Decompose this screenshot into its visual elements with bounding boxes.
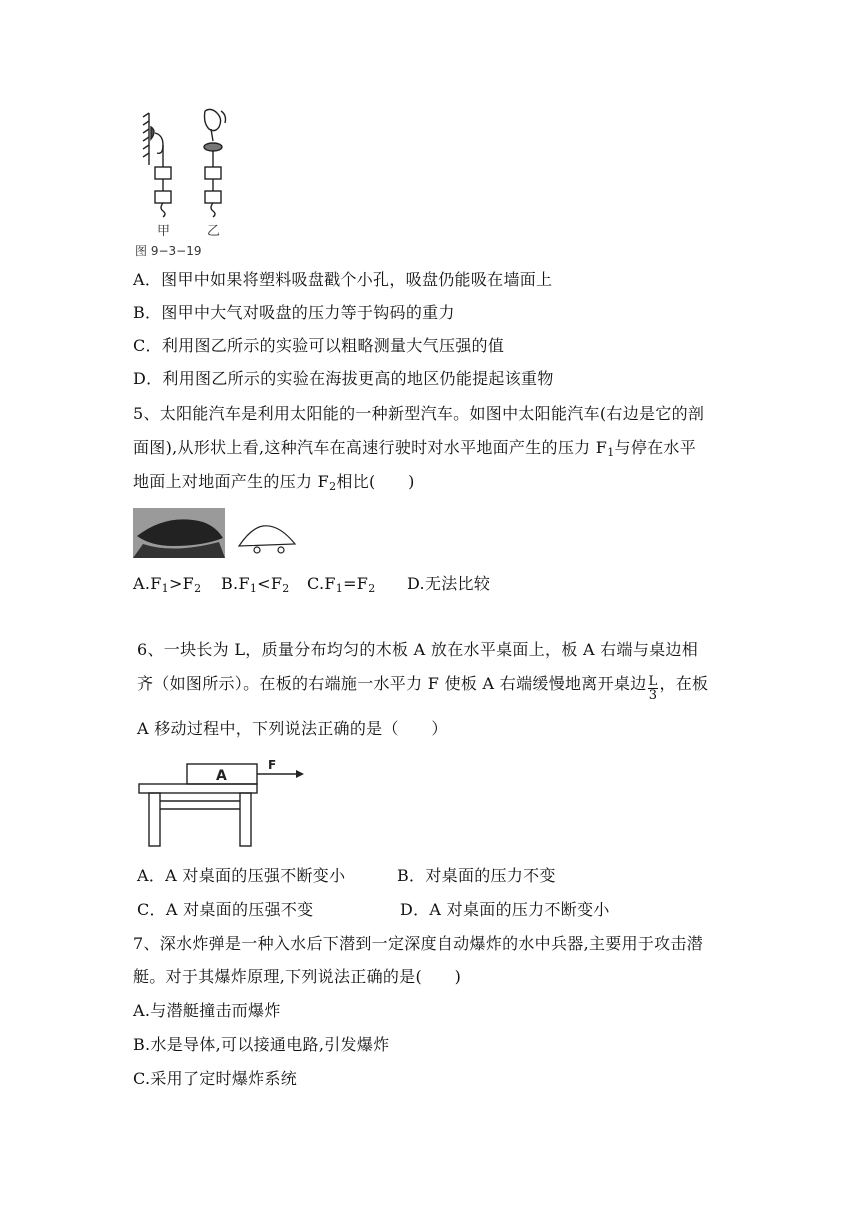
q6-stem-line2: 齐（如图所示）。在板的右端施一水平力 F 使板 A 右端缓慢地离开桌边 $\frac{L}{3}$ ，在板 bbox=[137, 674, 709, 703]
q5-stem-line1: 5、太阳能汽车是利用太阳能的一种新型汽车。如图中太阳能汽车(右边是它的剖 bbox=[133, 404, 705, 423]
q4-option-c: C．利用图乙所示的实验可以粗略测量大气压强的值 bbox=[133, 336, 505, 355]
table-board-figure bbox=[136, 757, 306, 849]
solar-car-figure bbox=[133, 508, 303, 560]
q5-stem-line3: 地面上对地面产生的压力 $F_2$相比( ) bbox=[133, 472, 415, 493]
q7-stem-line2: 艇。对于其爆炸原理,下列说法正确的是( ) bbox=[133, 967, 462, 986]
q7-option-c: C.采用了定时爆炸系统 bbox=[133, 1069, 298, 1088]
board-label-a: A bbox=[216, 768, 227, 784]
q5-option-c: $C.F_1=F_2$ bbox=[307, 574, 376, 595]
q4-option-a: A．图甲中如果将塑料吸盘戳个小孔，吸盘仍能吸在墙面上 bbox=[133, 270, 553, 289]
figure-label-yi: 乙 bbox=[207, 224, 221, 239]
figure-jia-apparatus bbox=[143, 113, 171, 217]
q4-option-d: D．利用图乙所示的实验在海拔更高的地区仍能提起该重物 bbox=[133, 369, 554, 388]
fraction-l-over-3: $\frac{L}{3}$ bbox=[648, 674, 658, 703]
figure-label-jia: 甲 bbox=[157, 224, 171, 239]
q7-stem-line1: 7、深水炸弹是一种入水后下潜到一定深度自动爆炸的水中兵器,主要用于攻击潜 bbox=[133, 934, 704, 953]
q7-option-a: A.与潜艇撞击而爆炸 bbox=[133, 1001, 281, 1020]
table-top bbox=[139, 784, 257, 793]
q6-option-d: D．A 对桌面的压力不断变小 bbox=[400, 900, 610, 919]
q6-stem-line1: 6、一块长为 L，质量分布均匀的木板 A 放在水平桌面上，板 A 右端与桌边相 bbox=[137, 640, 699, 659]
q4-option-b: B．图甲中大气对吸盘的压力等于钩码的重力 bbox=[133, 303, 455, 322]
q6-option-b: B．对桌面的压力不变 bbox=[397, 866, 556, 885]
q5-stem-line2: 面图),从形状上看,这种汽车在高速行驶时对水平地面产生的压力 $F_1$与停在水平 bbox=[133, 438, 697, 459]
q6-stem-line3: A 移动过程中，下列说法正确的是（ ） bbox=[137, 719, 448, 738]
figure-caption: 图 9−3−19 bbox=[135, 244, 202, 258]
q5-option-d: D.无法比较 bbox=[407, 574, 491, 593]
suction-cup-figure bbox=[133, 105, 253, 260]
table-leg-left bbox=[149, 793, 160, 846]
q6-option-c: C．A 对桌面的压强不变 bbox=[137, 900, 314, 919]
table-leg-right bbox=[240, 793, 251, 846]
q7-option-b: B.水是导体,可以接通电路,引发爆炸 bbox=[133, 1035, 390, 1054]
q5-option-a: $A.F_1>F_2$ bbox=[133, 574, 202, 595]
figure-yi-apparatus bbox=[204, 109, 226, 217]
q5-option-b: $B.F_1<F_2$ bbox=[221, 574, 290, 595]
solar-car-cross-section bbox=[239, 526, 295, 553]
q6-option-a: A．A 对桌面的压强不断变小 bbox=[137, 866, 346, 885]
force-label-f: F bbox=[268, 758, 277, 772]
